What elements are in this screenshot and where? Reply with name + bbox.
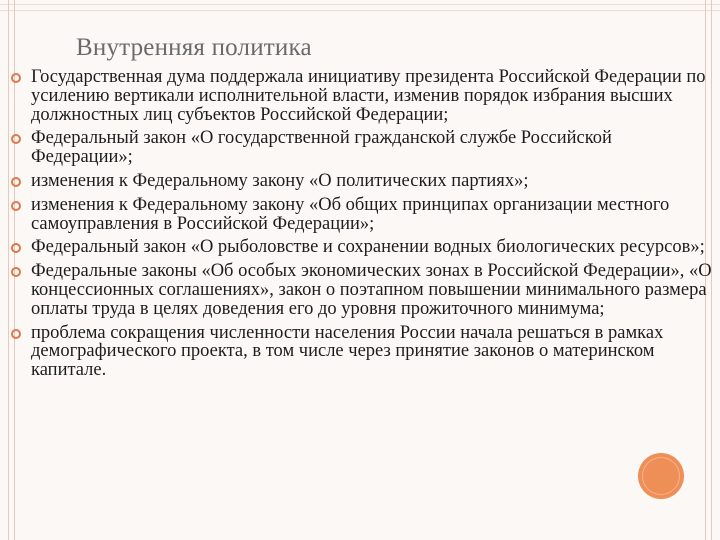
orange-circle-decoration	[638, 453, 684, 499]
list-item-text: изменения к Федеральному закону «О политических партиях»;	[31, 170, 529, 191]
circle-bullet-icon	[11, 329, 21, 339]
list-item-text: Федеральный закон «О рыболовстве и сохранении водных биологических ресурсов»;	[31, 237, 705, 258]
bullet-list	[31, 68, 715, 385]
list-item-text: проблема сокращения численности населения России начала решаться в рамках демографического проекта, в том числе через принятие законов о материнском капитале.	[31, 322, 664, 381]
circle-bullet-icon	[11, 267, 21, 277]
circle-bullet-icon	[11, 73, 21, 83]
list-item	[31, 324, 715, 380]
circle-bullet-icon	[11, 243, 21, 253]
list-item	[31, 238, 715, 257]
circle-bullet-icon	[11, 134, 21, 144]
list-item	[31, 129, 715, 167]
list-item	[31, 172, 715, 191]
list-item-text: Федеральные законы «Об особых экономических зонах в Российской Федерации», «О концессионных соглашениях», закон о поэтапном повышении минимального размера оплаты труда в целях доведения его до уровня прожиточного минимума;	[31, 261, 712, 319]
list-item	[31, 262, 715, 318]
list-item	[31, 196, 715, 234]
list-item	[31, 68, 715, 124]
top-decorative-border	[0, 4, 720, 11]
slide-title: Внутренняя политика	[76, 34, 312, 61]
circle-bullet-icon	[11, 201, 21, 211]
list-item-text: изменения к Федеральному закону «Об общих принципах организации местного самоуправления в Российской Федерации»;	[31, 194, 670, 234]
circle-bullet-icon	[11, 177, 21, 187]
list-item-text: Федеральный закон «О государственной гражданской службе Российской Федерации»;	[31, 128, 612, 168]
list-item-text: Государственная дума поддержала инициативу президента Российской Федерации по усилению вертикали исполнительной власти, изменив порядок избрания высших должностных лиц субъектов Российской Федерации;	[31, 67, 706, 125]
